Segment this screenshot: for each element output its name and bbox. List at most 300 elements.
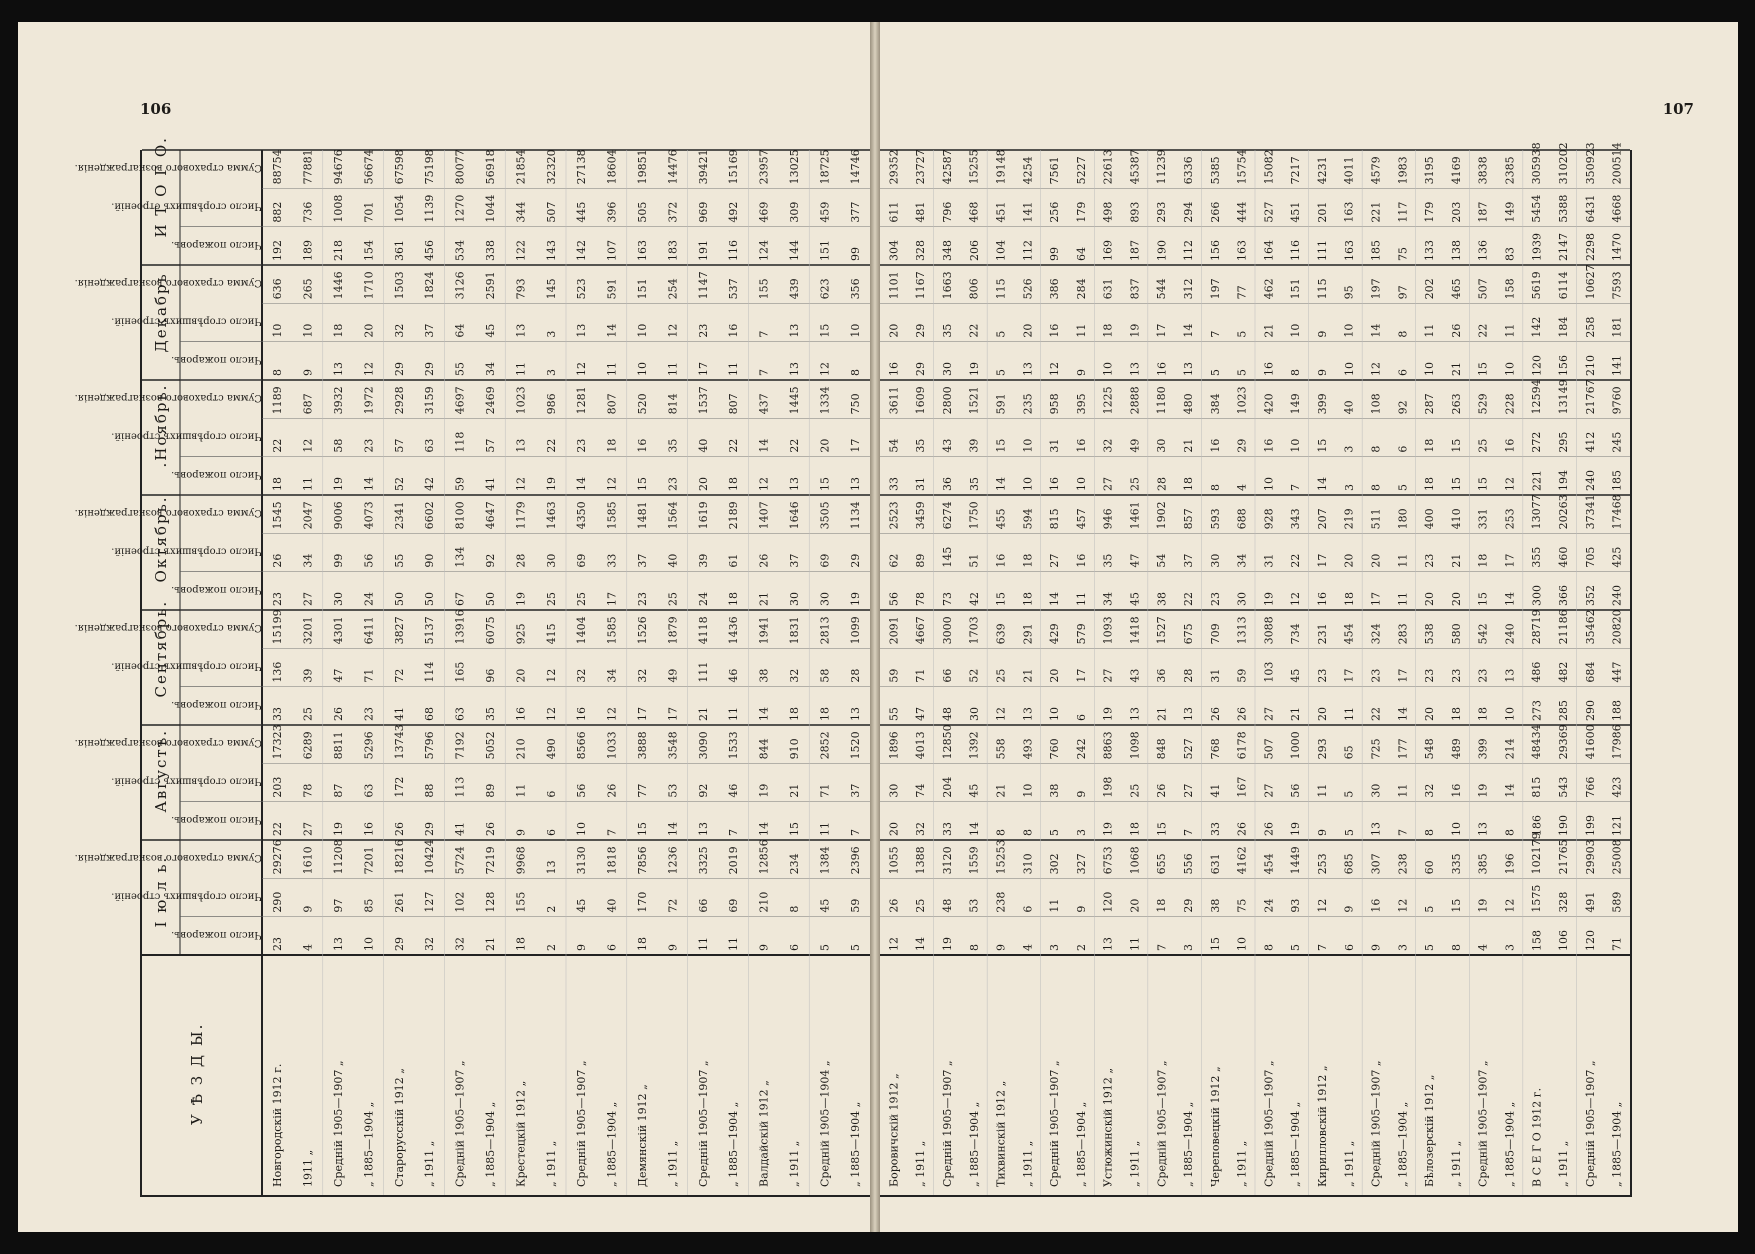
table-cell: 796 xyxy=(940,201,954,223)
table-cell: 327 xyxy=(1074,853,1088,875)
table-cell: 21 xyxy=(994,783,1008,798)
table-cell: 5227 xyxy=(1074,156,1088,185)
table-cell: 457 xyxy=(1074,508,1088,530)
table-cell: 12 xyxy=(757,477,771,491)
table-cell: 21765 xyxy=(1557,839,1571,875)
table-cell: 45 xyxy=(1289,668,1303,683)
table-cell: 13077 xyxy=(1530,494,1544,530)
table-cell: 40 xyxy=(696,438,710,453)
table-cell: 1983 xyxy=(1396,156,1410,185)
table-cell: 14 xyxy=(757,822,771,836)
table-cell: 18 xyxy=(271,477,285,491)
table-cell: 25 xyxy=(914,898,928,913)
table-cell: 32 xyxy=(423,937,437,951)
table-cell: 1099 xyxy=(848,616,862,645)
table-cell: 12594 xyxy=(1530,379,1544,415)
table-cell: 20 xyxy=(1369,553,1383,568)
district-label: „ 1885—1904 „ xyxy=(1182,1101,1196,1187)
table-cell: 293 xyxy=(1315,738,1329,760)
table-cell: 29369 xyxy=(1557,724,1571,760)
table-cell: 47 xyxy=(332,668,345,683)
table-cell: 142 xyxy=(575,240,589,261)
table-cell: 9006 xyxy=(332,501,345,530)
table-cell: 35 xyxy=(666,438,680,453)
table-cell: 766 xyxy=(1583,776,1597,798)
subcolumn-label: Число пожаровъ. xyxy=(171,583,262,595)
table-cell: 11 xyxy=(727,707,741,721)
table-cell: 27 xyxy=(1262,707,1276,721)
table-cell: 1545 xyxy=(271,501,285,530)
table-cell: 15 xyxy=(636,822,649,836)
table-cell: 17 xyxy=(1315,553,1329,568)
table-cell: 807 xyxy=(727,393,741,415)
page-number-right: 107 xyxy=(1662,100,1694,118)
district-label: „ 1911 „ xyxy=(1128,1140,1142,1187)
table-cell: 56 xyxy=(887,592,901,606)
table-cell: 1054 xyxy=(392,194,406,223)
table-cell: 25008 xyxy=(1610,839,1624,875)
table-cell: 451 xyxy=(1289,201,1303,223)
table-cell: 33 xyxy=(1208,822,1222,836)
table-cell: 16 xyxy=(1074,438,1088,453)
table-cell: 31 xyxy=(1262,553,1276,568)
table-cell: 189 xyxy=(301,240,315,261)
table-cell: 141 xyxy=(1021,201,1035,223)
table-cell: 17 xyxy=(1503,553,1517,568)
table-cell: 11 xyxy=(514,783,528,798)
table-cell: 7 xyxy=(1208,330,1222,338)
table-cell: 16 xyxy=(514,707,528,721)
table-cell: 5388 xyxy=(1557,194,1571,223)
table-cell: 4667 xyxy=(914,616,928,645)
table-cell: 15 xyxy=(1449,898,1463,913)
table-cell: 58 xyxy=(332,438,345,453)
table-cell: 180 xyxy=(1396,508,1410,530)
table-cell: 460 xyxy=(1557,546,1571,568)
table-cell: 43 xyxy=(1128,668,1142,683)
table-cell: 293 xyxy=(1155,201,1169,223)
table-cell: 462 xyxy=(1262,278,1276,300)
table-cell: 155 xyxy=(514,891,528,913)
table-cell: 200514 xyxy=(1610,142,1624,185)
district-label: Средній 1905—1907 „ xyxy=(940,1060,954,1187)
table-cell: 266 xyxy=(1208,201,1222,223)
table-cell: 14 xyxy=(757,707,771,721)
table-cell: 20263 xyxy=(1557,494,1571,530)
table-cell: 136 xyxy=(271,661,285,683)
table-cell: 11208 xyxy=(332,839,345,875)
table-cell: 15 xyxy=(1476,362,1490,376)
table-cell: 188 xyxy=(1610,700,1624,721)
table-cell: 158 xyxy=(1530,930,1544,951)
table-cell: 498 xyxy=(1101,201,1115,223)
table-cell: 20 xyxy=(696,477,710,491)
table-cell: 7 xyxy=(605,829,619,836)
table-cell: 18 xyxy=(1476,553,1490,568)
table-cell: 31 xyxy=(914,477,928,491)
table-cell: 12 xyxy=(1048,362,1062,376)
table-cell: 14476 xyxy=(666,149,680,185)
table-cell: 15 xyxy=(1449,477,1463,491)
table-cell: 328 xyxy=(1557,891,1571,913)
district-label: „ 1911 „ xyxy=(423,1140,437,1187)
table-cell: 6114 xyxy=(1557,271,1571,300)
table-cell: 30 xyxy=(887,783,901,798)
table-cell: 538 xyxy=(1423,623,1437,645)
table-cell: 11 xyxy=(301,477,315,491)
table-cell: 21 xyxy=(1182,438,1196,453)
district-label: Средній 1905—1907 „ xyxy=(1262,1060,1276,1187)
table-cell: 1575 xyxy=(1530,884,1544,913)
table-cell: 1000 xyxy=(1289,731,1303,760)
subcolumn-label: Число сгорѣвшихъ строеній. xyxy=(111,660,262,672)
table-cell: 30 xyxy=(1155,438,1169,453)
table-cell: 32 xyxy=(453,937,467,951)
table-cell: 37 xyxy=(788,553,801,568)
table-cell: 27 xyxy=(301,822,315,836)
table-cell: 10 xyxy=(301,323,315,338)
table-cell: 10 xyxy=(1503,707,1517,721)
table-cell: 24 xyxy=(696,592,710,606)
table-cell: 120 xyxy=(1583,930,1597,951)
table-cell: 28719 xyxy=(1530,609,1544,645)
table-cell: 14 xyxy=(666,822,680,836)
table-cell: 32 xyxy=(636,668,649,683)
subcolumn-label: Число пожаровъ. xyxy=(171,928,262,940)
table-cell: 1902 xyxy=(1155,501,1169,530)
table-cell: 18 xyxy=(1342,592,1356,606)
table-cell: 9 xyxy=(301,905,315,913)
subcolumn-label: Число сгорѣвшихъ строеній. xyxy=(111,545,262,557)
table-cell: 15 xyxy=(1155,822,1169,836)
table-cell: 7217 xyxy=(1289,156,1303,185)
table-cell: 64 xyxy=(453,323,467,338)
table-cell: 302 xyxy=(1048,853,1062,875)
table-cell: 527 xyxy=(1262,201,1276,223)
table-cell: 8 xyxy=(1208,484,1222,491)
table-cell: 3505 xyxy=(818,501,832,530)
table-cell: 59 xyxy=(453,477,467,491)
table-cell: 18 xyxy=(727,477,741,491)
district-label: В С Е Г О 1912 г. xyxy=(1530,1087,1544,1187)
table-cell: 7 xyxy=(727,829,741,836)
table-cell: 19 xyxy=(1476,783,1490,798)
table-cell: 684 xyxy=(1583,661,1597,683)
table-cell: 454 xyxy=(1262,853,1276,875)
district-label: „ 1885—1904 „ xyxy=(848,1101,862,1187)
table-cell: 6 xyxy=(1396,369,1410,376)
table-cell: 29276 xyxy=(271,839,285,875)
table-cell: 456 xyxy=(423,240,437,261)
table-cell: 89 xyxy=(914,553,928,568)
table-cell: 1055 xyxy=(887,846,901,875)
table-cell: 1703 xyxy=(967,616,981,645)
table-cell: 23 xyxy=(1476,668,1490,683)
table-cell: 15754 xyxy=(1235,149,1249,185)
table-cell: 1384 xyxy=(818,846,832,875)
subcolumn-label: Число пожаровъ. xyxy=(171,353,262,365)
table-cell: 725 xyxy=(1369,738,1383,760)
table-cell: 7 xyxy=(1289,484,1303,491)
table-cell: 16 xyxy=(1262,362,1276,376)
table-cell: 18725 xyxy=(818,149,832,185)
table-cell: 1446 xyxy=(332,271,345,300)
table-cell: 412 xyxy=(1583,431,1597,453)
table-cell: 23 xyxy=(362,438,376,453)
table-cell: 40 xyxy=(666,553,680,568)
table-cell: 893 xyxy=(1128,201,1142,223)
table-cell: 6411 xyxy=(362,616,376,645)
table-cell: 8 xyxy=(1369,484,1383,491)
table-cell: 3459 xyxy=(914,501,928,530)
table-cell: 35462 xyxy=(1583,609,1597,645)
table-cell: 4647 xyxy=(484,501,497,530)
table-cell: 14 xyxy=(1503,592,1517,606)
table-cell: 589 xyxy=(1610,891,1624,913)
table-cell: 9 xyxy=(666,944,680,951)
table-cell: 910 xyxy=(788,738,801,760)
table-cell: 106 xyxy=(1557,930,1571,951)
table-cell: 15 xyxy=(994,592,1008,606)
table-cell: 636 xyxy=(271,278,285,300)
table-cell: 48 xyxy=(940,707,954,721)
table-cell: 1068 xyxy=(1128,846,1142,875)
table-cell: 481 xyxy=(914,201,928,223)
table-cell: 6 xyxy=(605,944,619,951)
table-cell: 23 xyxy=(1449,668,1463,683)
table-cell: 685 xyxy=(1342,853,1356,875)
table-cell: 558 xyxy=(994,738,1008,760)
table-cell: 97 xyxy=(332,898,345,913)
table-cell: 26 xyxy=(1208,707,1222,721)
table-cell: 49 xyxy=(1128,438,1142,453)
table-cell: 6289 xyxy=(301,731,315,760)
table-cell: 1044 xyxy=(484,194,497,223)
table-cell: 234 xyxy=(788,853,801,875)
table-cell: 45 xyxy=(818,898,832,913)
table-cell: 19 xyxy=(332,822,345,836)
table-cell: 1461 xyxy=(1128,501,1142,530)
table-cell: 18 xyxy=(332,323,345,338)
table-cell: 17 xyxy=(666,707,680,721)
table-cell: 50 xyxy=(392,592,406,606)
table-cell: 6 xyxy=(544,829,558,836)
table-cell: 343 xyxy=(1289,508,1303,530)
table-cell: 22 xyxy=(788,438,801,453)
table-cell: 94676 xyxy=(332,149,345,185)
table-cell: 13 xyxy=(1021,362,1035,376)
table-cell: 88 xyxy=(423,783,437,798)
table-cell: 177 xyxy=(1396,738,1410,760)
table-cell: 372 xyxy=(666,201,680,223)
district-label: Средній 1905—1907 „ xyxy=(453,1060,467,1187)
table-cell: 14 xyxy=(914,937,928,951)
table-cell: 9 xyxy=(1074,905,1088,913)
table-cell: 21 xyxy=(788,783,801,798)
table-cell: 15 xyxy=(818,477,832,491)
table-cell: 5 xyxy=(848,944,862,951)
table-cell: 15 xyxy=(818,323,832,338)
table-cell: 32 xyxy=(575,668,589,683)
table-cell: 580 xyxy=(1449,623,1463,645)
table-cell: 71 xyxy=(1610,937,1624,951)
district-label: „ 1885—1904 „ xyxy=(484,1101,497,1187)
table-cell: 23 xyxy=(1369,668,1383,683)
table-cell: 1646 xyxy=(788,501,801,530)
table-cell: 210 xyxy=(1583,355,1597,376)
subcolumn-label: Сумма страхового вознагражденія. xyxy=(74,392,262,404)
table-cell: 45 xyxy=(1128,592,1142,606)
table-cell: 13 xyxy=(848,707,862,721)
district-label: Средній 1905—1904 „ xyxy=(818,1060,832,1187)
table-cell: 38 xyxy=(1208,898,1222,913)
table-cell: 20 xyxy=(1021,323,1035,338)
table-cell: 49 xyxy=(666,668,680,683)
table-cell: 12856 xyxy=(757,839,771,875)
district-label: Демянскій 1912 „ xyxy=(636,1084,649,1187)
table-cell: 4073 xyxy=(362,501,376,530)
table-cell: 7192 xyxy=(453,731,467,760)
table-cell: 5454 xyxy=(1530,194,1544,223)
table-cell: 151 xyxy=(818,240,832,261)
table-cell: 19 xyxy=(1128,323,1142,338)
table-cell: 807 xyxy=(605,393,619,415)
table-cell: 2888 xyxy=(1128,386,1142,415)
table-cell: 18 xyxy=(514,937,528,951)
table-cell: 857 xyxy=(1182,508,1196,530)
subcolumn-label: Сумма страхового вознагражденія. xyxy=(74,507,262,519)
table-cell: 27 xyxy=(1182,783,1196,798)
table-cell: 331 xyxy=(1476,508,1490,530)
table-cell: 72 xyxy=(666,898,680,913)
table-cell: 10 xyxy=(1101,362,1115,376)
table-cell: 63 xyxy=(423,438,437,453)
table-cell: 335 xyxy=(1449,853,1463,875)
table-cell: 1527 xyxy=(1155,616,1169,645)
table-cell: 8 xyxy=(1021,829,1035,836)
table-cell: 10 xyxy=(1342,362,1356,376)
table-cell: 459 xyxy=(818,201,832,223)
table-cell: 1610 xyxy=(301,846,315,875)
table-cell: 13 xyxy=(788,362,801,376)
table-cell: 9 xyxy=(994,944,1008,951)
table-cell: 12 xyxy=(666,323,680,338)
table-cell: 52 xyxy=(967,668,981,683)
table-cell: 56 xyxy=(1289,783,1303,798)
table-cell: 437 xyxy=(757,393,771,415)
table-cell: 3611 xyxy=(887,386,901,415)
table-cell: 6 xyxy=(1074,714,1088,721)
table-cell: 10 xyxy=(1342,323,1356,338)
right-table xyxy=(880,142,1632,1197)
table-cell: 760 xyxy=(1048,738,1062,760)
table-cell: 25 xyxy=(666,592,680,606)
table-cell: 11 xyxy=(696,937,710,951)
table-cell: 4579 xyxy=(1369,156,1383,185)
table-cell: 16 xyxy=(1262,438,1276,453)
table-cell: 63 xyxy=(362,783,376,798)
table-cell: 74 xyxy=(914,783,928,798)
table-cell: 29903 xyxy=(1583,839,1597,875)
table-cell: 149 xyxy=(1503,201,1517,223)
table-cell: 14 xyxy=(1182,323,1196,338)
table-cell: 4350 xyxy=(575,501,589,530)
table-cell: 12 xyxy=(575,362,589,376)
table-cell: 46 xyxy=(727,783,741,798)
table-cell: 45 xyxy=(484,323,497,338)
table-cell: 958 xyxy=(1048,393,1062,415)
table-cell: 60 xyxy=(1423,860,1437,875)
table-cell: 16 xyxy=(1208,438,1222,453)
table-cell: 40 xyxy=(605,898,619,913)
table-cell: 48434 xyxy=(1530,724,1544,760)
subcolumn-label: Число пожаровъ. xyxy=(171,813,262,825)
table-cell: 9760 xyxy=(1610,386,1624,415)
table-cell: 793 xyxy=(514,278,528,300)
table-cell: 11 xyxy=(818,822,832,836)
table-cell: 167 xyxy=(1235,776,1249,798)
table-cell: 969 xyxy=(696,201,710,223)
table-cell: 3130 xyxy=(575,846,589,875)
table-cell: 163 xyxy=(636,240,649,261)
table-cell: 366 xyxy=(1557,585,1571,606)
table-cell: 92 xyxy=(1396,400,1410,415)
table-cell: 11 xyxy=(727,362,741,376)
table-cell: 27 xyxy=(1048,553,1062,568)
table-cell: 2189 xyxy=(727,501,741,530)
district-label: „ 1885—1904 „ xyxy=(1289,1101,1303,1187)
table-cell: 13 xyxy=(1476,822,1490,836)
table-cell: 13 xyxy=(788,477,801,491)
table-cell: 231 xyxy=(1315,623,1329,645)
table-cell: 10 xyxy=(271,323,285,338)
table-cell: 15 xyxy=(1476,592,1490,606)
table-cell: 2147 xyxy=(1557,233,1571,261)
table-cell: 179 xyxy=(1423,201,1437,223)
table-cell: 5 xyxy=(1396,484,1410,491)
table-cell: 34 xyxy=(1235,553,1249,568)
table-cell: 420 xyxy=(1262,393,1276,415)
table-cell: 21 xyxy=(757,592,771,606)
table-cell: 361 xyxy=(392,240,406,261)
table-cell: 26 xyxy=(1235,707,1249,721)
table-cell: 1521 xyxy=(967,386,981,415)
table-cell: 10 xyxy=(1021,477,1035,491)
table-cell: 1008 xyxy=(332,194,345,223)
table-cell: 5052 xyxy=(484,731,497,760)
table-cell: 22 xyxy=(1182,592,1196,606)
table-cell: 523 xyxy=(575,278,589,300)
table-cell: 13 xyxy=(1128,707,1142,721)
table-cell: 348 xyxy=(940,240,954,261)
table-cell: 395 xyxy=(1074,393,1088,415)
table-cell: 2591 xyxy=(484,271,497,300)
table-cell: 120 xyxy=(1530,355,1544,376)
table-cell: 10 xyxy=(575,822,589,836)
table-cell: 99 xyxy=(1048,247,1062,261)
table-cell: 57 xyxy=(392,438,406,453)
table-cell: 46 xyxy=(727,668,741,683)
table-cell: 815 xyxy=(1530,776,1544,798)
table-cell: 197 xyxy=(1208,278,1222,300)
table-cell: 4 xyxy=(1021,944,1035,951)
table-cell: 163 xyxy=(1342,240,1356,261)
table-cell: 3126 xyxy=(453,271,467,300)
table-cell: 53 xyxy=(666,783,680,798)
table-cell: 41 xyxy=(392,707,406,721)
table-cell: 97 xyxy=(1396,285,1410,300)
table-cell: 5 xyxy=(1235,330,1249,338)
